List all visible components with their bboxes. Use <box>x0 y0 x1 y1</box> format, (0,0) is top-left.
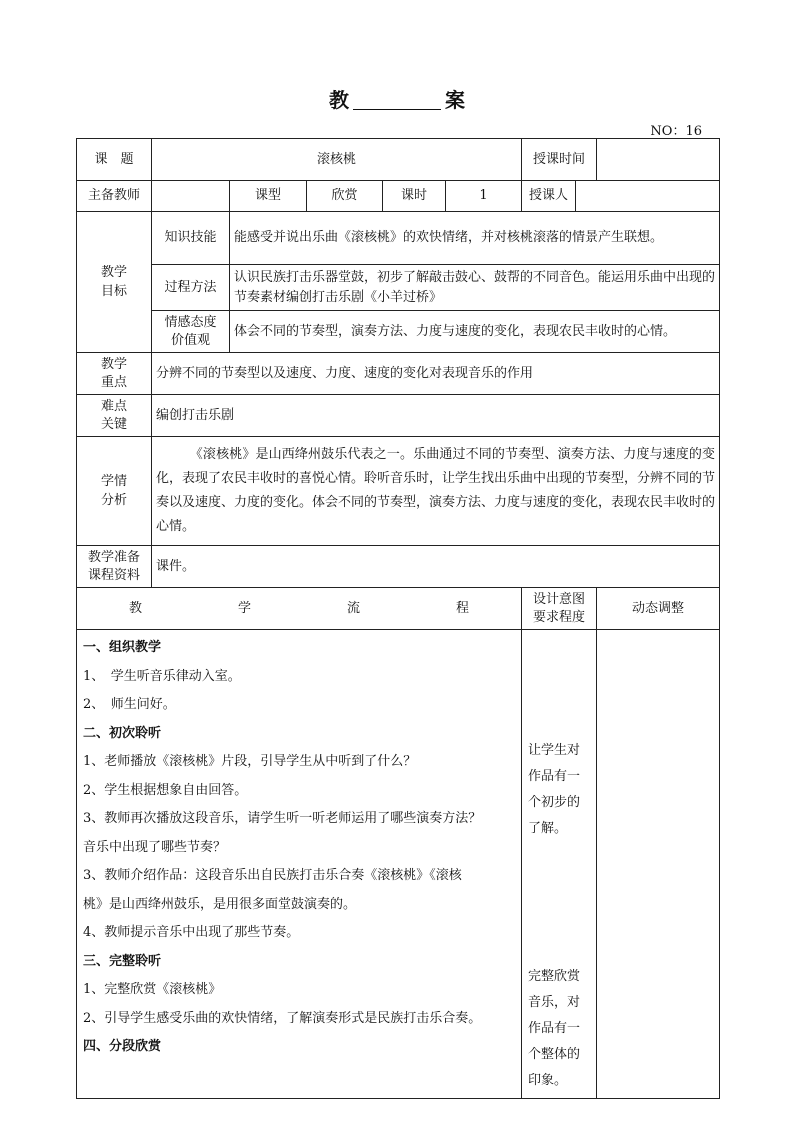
key-point-text: 分辨不同的节奏型以及速度、力度、速度的变化对表现音乐的作用 <box>152 353 720 395</box>
flow-step-line: 3、教师再次播放这段音乐，请学生听一听老师运用了哪些演奏方法？ <box>83 811 482 826</box>
title-underline <box>353 107 441 110</box>
flow-body-row <box>77 630 720 1099</box>
flow-step-line: 1、完整欣赏《滚核桃》 <box>83 982 222 997</box>
difficulty-label: 难点 关键 <box>77 395 152 437</box>
design-note-2: 完整欣赏音乐，对作品有一个整体的印象。 <box>528 969 581 1088</box>
goal-text-process: 认识民族打击乐器堂鼓，初步了解敲击鼓心、鼓帮的不同音色。能运用乐曲中出现的节奏素材编创打击乐剧《小羊过桥》 <box>230 265 720 311</box>
flow-header <box>77 588 522 630</box>
key-point-label: 教学 重点 <box>77 353 152 395</box>
flow-section-heading: 一、组织教学 <box>83 640 162 655</box>
dynamic-adjust-header: 动态调整 <box>597 588 720 630</box>
flow-step-line: 2、引导学生感受乐曲的欢快情绪，了解演奏形式是民族打击乐合奏。 <box>83 1010 482 1026</box>
flow-step-line: 1、老师播放《滚核桃》片段，引导学生从中听到了什么？ <box>83 754 417 769</box>
goals-label: 教学 目标 <box>77 212 152 353</box>
title-char-2: 案 <box>445 88 465 112</box>
lecturer-value <box>576 181 720 212</box>
flow-section-heading: 四、分段欣赏 <box>83 1039 162 1054</box>
flow-header-char-1: 教 <box>128 600 142 616</box>
lead-teacher-label: 主备教师 <box>77 181 152 212</box>
goal-row-process <box>77 265 720 311</box>
prep-label: 教学准备 课程资料 <box>77 546 152 588</box>
document-number-value: 16 <box>685 124 702 139</box>
goal-row-knowledge <box>77 212 720 265</box>
goal-text-attitude: 体会不同的节奏型，演奏方法、力度与速度的变化，表现农民丰收时的心情。 <box>230 311 720 353</box>
lecturer-label: 授课人 <box>522 181 576 212</box>
difficulty-row <box>77 395 720 437</box>
document-number-label: NO： <box>650 124 686 139</box>
goal-text-knowledge: 能感受并说出乐曲《滚核桃》的欢快情绪，并对核桃滚落的情景产生联想。 <box>230 212 720 265</box>
key-point-row <box>77 353 720 395</box>
flow-step-line: 1、 学生听音乐律动入室。 <box>83 668 241 684</box>
design-note-1: 让学生对作品有一个初步的了解。 <box>528 743 581 836</box>
flow-step-line: 2、学生根据想象自由回答。 <box>83 782 248 798</box>
prep-row <box>77 546 720 588</box>
page-title <box>0 84 794 113</box>
class-hours-label: 课时 <box>383 181 446 212</box>
class-time-label: 授课时间 <box>522 139 597 181</box>
flow-steps <box>77 630 522 1099</box>
flow-step-line: 桃》是山西绛州鼓乐，是用很多面堂鼓演奏的。 <box>83 896 357 912</box>
flow-step-line: 3、教师介绍作品：这段音乐出自民族打击乐合奏《滚核桃》《滚核 <box>83 868 462 883</box>
difficulty-text: 编创打击乐剧 <box>152 395 720 437</box>
flow-header-char-3: 流 <box>346 600 360 616</box>
teacher-row <box>77 181 720 212</box>
class-hours-value: 1 <box>446 181 522 212</box>
flow-section-heading: 三、完整聆听 <box>83 953 162 969</box>
lesson-plan-table <box>76 138 720 1099</box>
course-title: 滚核桃 <box>152 139 522 181</box>
lead-teacher-value <box>152 181 230 212</box>
flow-header-char-2: 学 <box>237 600 251 616</box>
title-char-1: 教 <box>329 88 349 112</box>
document-number <box>650 120 702 139</box>
flow-header-char-4: 程 <box>455 600 469 616</box>
analysis-row <box>77 437 720 546</box>
course-label: 课 题 <box>77 139 152 181</box>
class-time-value <box>597 139 720 181</box>
analysis-label: 学情 分析 <box>77 437 152 546</box>
prep-text: 课件。 <box>152 546 720 588</box>
flow-step-line: 4、教师提示音乐中出现了那些节奏。 <box>83 925 300 940</box>
goal-label-knowledge: 知识技能 <box>152 212 230 265</box>
dynamic-adjust-cell <box>597 630 720 1099</box>
course-row <box>77 139 720 181</box>
analysis-text: 《滚核桃》是山西绛州鼓乐代表之一。乐曲通过不同的节奏型、演奏方法、力度与速度的变化，表现了农民丰收时的喜悦心情。聆听音乐时，让学生找出乐曲中出现的节奏型，分辨不同的节奏以及速度、力度的变化。体会不同的节奏型，演奏方法、力度与速度的变化，表现农民丰收时的心情。 <box>152 437 720 546</box>
design-notes <box>522 630 597 1099</box>
flow-step-line: 2、 师生问好。 <box>83 697 176 712</box>
flow-step-list <box>83 634 515 1062</box>
goal-label-process: 过程方法 <box>152 265 230 311</box>
flow-header-row <box>77 588 720 630</box>
lesson-type-label: 课型 <box>230 181 307 212</box>
flow-section-heading: 二、初次聆听 <box>83 725 162 741</box>
goal-label-attitude: 情感态度 价值观 <box>152 311 230 353</box>
goal-row-attitude <box>77 311 720 353</box>
lesson-type-value: 欣赏 <box>307 181 383 212</box>
flow-step-line: 音乐中出现了哪些节奏？ <box>83 839 227 855</box>
design-intent-header: 设计意图 要求程度 <box>522 588 597 630</box>
